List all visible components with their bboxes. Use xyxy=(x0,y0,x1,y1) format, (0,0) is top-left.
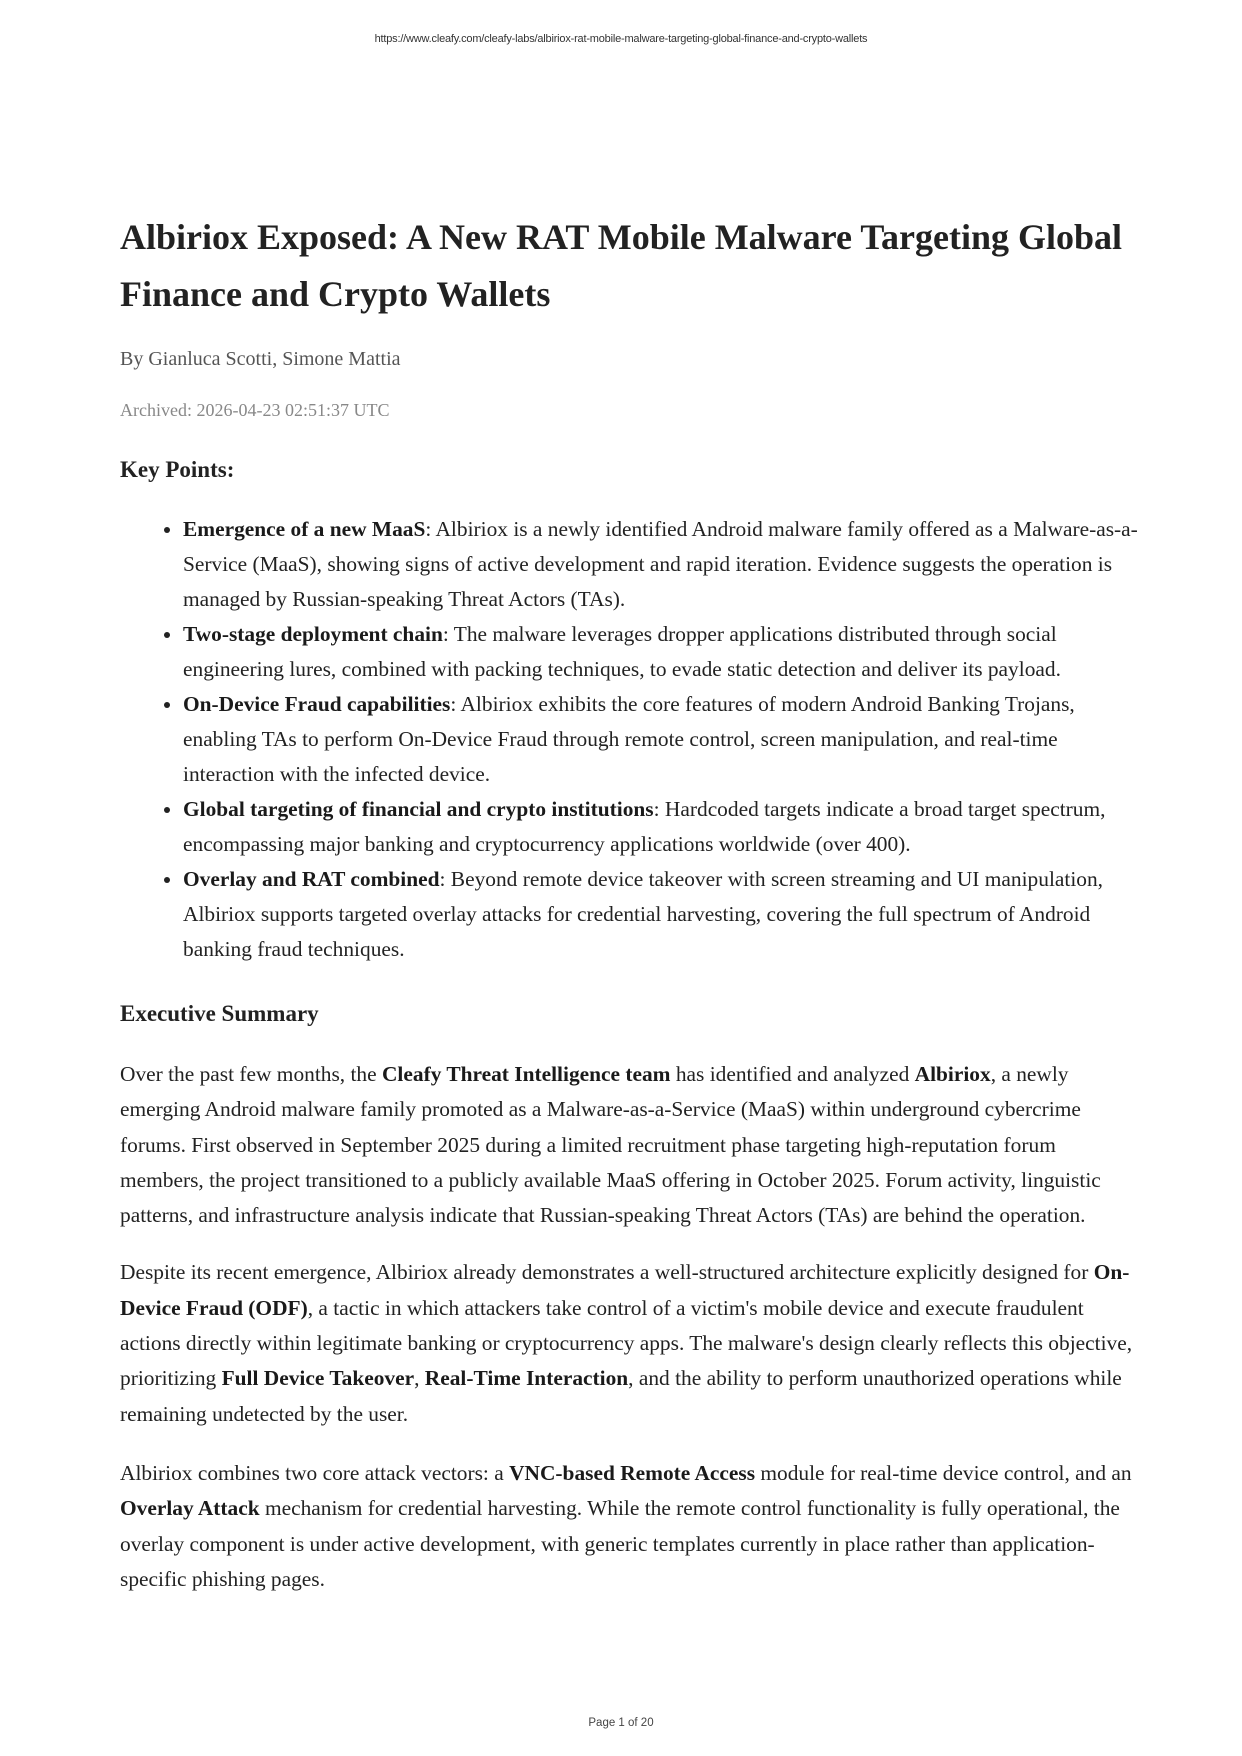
paragraph xyxy=(120,1456,1138,1597)
paragraph xyxy=(120,1255,1138,1431)
list-item-text: : Albiriox exhibits the core features of modern Android Banking Trojans, enabling TAs to perform On-Device Fraud through remote control, screen manipulation, and real-time interaction with the infected device. xyxy=(183,692,1075,786)
list-item-text: : Hardcoded targets indicate a broad target spectrum, encompassing major banking and cryptocurrency applications worldwide (over 400). xyxy=(183,797,1106,856)
list-item-text: : Beyond remote device takeover with screen streaming and UI manipulation, Albiriox supports targeted overlay attacks for credential harvesting, covering the full spectrum of Android banking fraud techniques. xyxy=(183,867,1104,961)
text: , xyxy=(414,1366,425,1391)
text: module for real-time device control, and an xyxy=(755,1460,1132,1485)
text: Albiriox combines two core attack vectors: a xyxy=(120,1460,510,1485)
byline: By Gianluca Scotti, Simone Mattia xyxy=(120,348,401,370)
source-url: https://www.cleafy.com/cleafy-labs/albiriox-rat-mobile-malware-targeting-global-finance-and-crypto-wallets xyxy=(374,33,868,45)
bold-text: Full Device Takeover xyxy=(221,1366,415,1391)
text: Despite its recent emergence, Albiriox already demonstrates a well-structured architecture explicitly designed for xyxy=(120,1260,1094,1285)
list-item-text: : The malware leverages dropper applications distributed through social engineering lures, combined with packing techniques, to evade static detection and deliver its payload. xyxy=(183,622,1061,681)
text: , a tactic in which attackers take control of a victim's mobile device and execute fraudulent actions directly within legitimate banking or cryptocurrency apps. The malware's design clearly reflects this objective, prioritizing xyxy=(120,1295,1133,1391)
key-points-list xyxy=(120,512,1138,967)
bold-text: Cleafy Threat Intelligence team xyxy=(381,1062,671,1086)
list-item xyxy=(183,687,1138,792)
text: , a newly emerging Android malware family promoted as a Malware-as-a-Service (MaaS) within underground cybercrime forums. First observed in September 2025 during a limited recruitment phase targeting high-reputation forum members, the project transitioned to a publicly available MaaS offering in October 2025. Forum activity, linguistic patterns, and infrastructure analysis indicate that Russian-speaking Threat Actors (TAs) are behind the operation. xyxy=(120,1062,1101,1228)
article-title: Albiriox Exposed: A New RAT Mobile Malware Targeting Global Finance and Crypto Wallets xyxy=(120,217,1123,314)
list-item-title: Global targeting of financial and crypto institutions xyxy=(183,797,654,821)
text: has identified and analyzed xyxy=(670,1062,915,1086)
list-item xyxy=(183,792,1138,862)
article xyxy=(120,209,1138,1597)
list-item xyxy=(183,617,1138,687)
text: mechanism for credential harvesting. While the remote control functionality is fully operational, the overlay component is under active development, with generic templates currently in place rather than application-specific phishing pages. xyxy=(120,1496,1120,1591)
list-item-title: Overlay and RAT combined xyxy=(183,867,440,891)
paragraph xyxy=(120,1057,1138,1233)
text: , and the ability to perform unauthorized operations while remaining undetected by the user. xyxy=(120,1366,1122,1426)
executive-summary-heading: Executive Summary xyxy=(120,1001,319,1026)
bold-text: On-Device Fraud (ODF) xyxy=(120,1260,1130,1320)
bold-text: VNC-based Remote Access xyxy=(509,1460,756,1485)
list-item-title: Two-stage deployment chain xyxy=(183,622,443,646)
list-item xyxy=(183,862,1138,967)
page-number: Page 1 of 20 xyxy=(588,1717,654,1729)
list-item-title: On-Device Fraud capabilities xyxy=(183,692,451,716)
key-points-heading: Key Points: xyxy=(120,457,235,482)
text: Over the past few months, the xyxy=(120,1062,382,1086)
bold-text: Real-Time Interaction xyxy=(424,1366,629,1391)
list-item xyxy=(183,512,1138,617)
bold-text: Albiriox xyxy=(914,1062,991,1086)
list-item-text: : Albiriox is a newly identified Android malware family offered as a Malware-as-a-Service (MaaS), showing signs of active development and rapid iteration. Evidence suggests the operation is managed by Russian-speaking Threat Actors (TAs). xyxy=(183,517,1138,611)
archived-timestamp: Archived: 2026-04-23 02:51:37 UTC xyxy=(120,400,390,420)
bold-text: Overlay Attack xyxy=(120,1496,260,1521)
list-item-title: Emergence of a new MaaS xyxy=(183,517,426,541)
